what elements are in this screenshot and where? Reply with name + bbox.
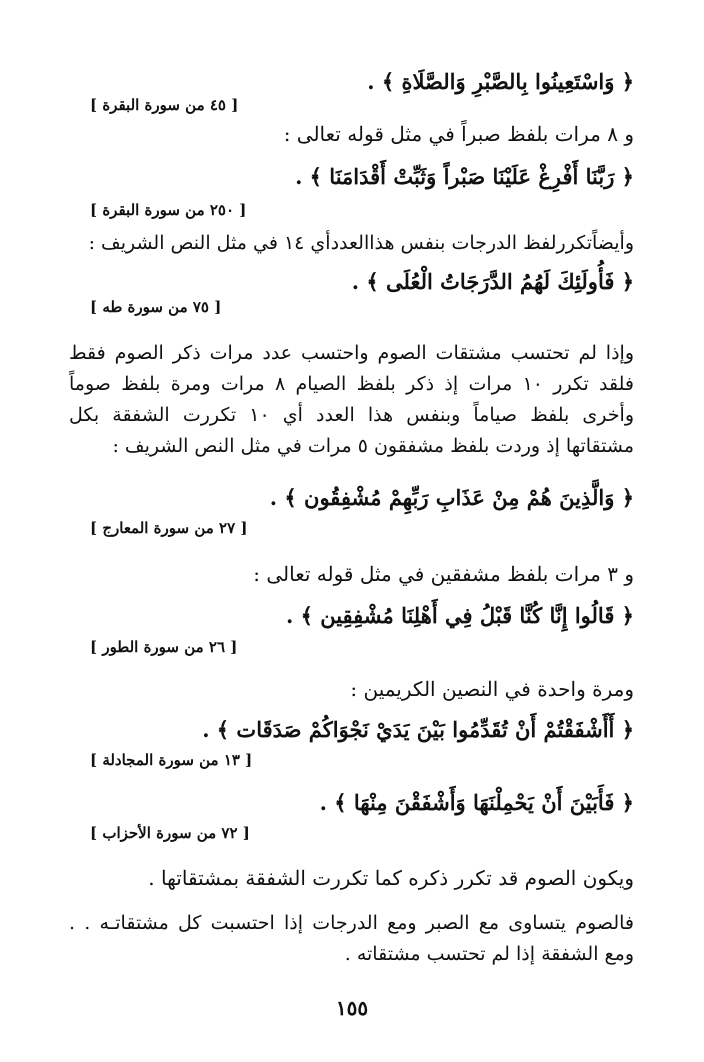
text-line-3: و ٣ مرات بلفظ مشفقين في مثل قوله تعالى : xyxy=(253,562,634,586)
quran-verse-4: ﴿ وَالَّذِينَ هُمْ مِنْ عَذَابِ رَبِّهِمْ مُشْفِقُون ﴾ . xyxy=(269,485,634,510)
paragraph-1: وإذا لم تحتسب مشتقات الصوم واحتسب عدد مرات ذكر الصوم فقط فلقد تكرر ١٠ مرات إذ ذكر بلفظ الصيام ٨ مرات ومرة بلفظ صوماً وأخرى بلفظ صياماً وبنفس هذا العدد أي ١٠ تكررت الشفقة بكل مشتقاتها إذ وردت بلفظ مشفقون ٥ مرات في مثل النص الشريف : xyxy=(69,342,634,457)
page-number: ١٥٥ xyxy=(335,996,369,1020)
quran-verse-1: ﴿ وَاسْتَعِينُوا بِالصَّبْرِ وَالصَّلَاةِ ﴾ . xyxy=(367,69,634,94)
verse-reference-6: [ ١٣ من سورة المجادلة ] xyxy=(90,751,253,769)
quran-verse-6: ﴿ أَأَشْفَقْتُمْ أَنْ تُقَدِّمُوا بَيْنَ يَدَيْ نَجْوَاكُمْ صَدَقَات ﴾ . xyxy=(202,717,634,742)
quran-verse-7: ﴿ فَأَبَيْنَ أَنْ يَحْمِلْنَهَا وَأَشْفَقْنَ مِنْهَا ﴾ . xyxy=(319,790,634,815)
quran-verse-3: ﴿ فَأُولَئِكَ لَهُمُ الدَّرَجَاتُ الْعُلَى ﴾ . xyxy=(351,269,634,294)
paragraph-2: فالصوم يتساوى مع الصبر ومع الدرجات إذا احتسبت كل مشتقاتـه . . ومع الشفقة إذا لم تحتسب مشتقاته . xyxy=(69,912,634,965)
verse-reference-7: [ ٧٢ من سورة الأحزاب ] xyxy=(90,824,250,842)
verse-reference-5: [ ٢٦ من سورة الطور ] xyxy=(90,638,238,656)
text-line-4: ومرة واحدة في النصين الكريمين : xyxy=(350,677,634,701)
verse-reference-4: [ ٢٧ من سورة المعارج ] xyxy=(90,519,248,537)
verse-reference-1: [ ٤٥ من سورة البقرة ] xyxy=(90,96,239,114)
verse-reference-3: [ ٧٥ من سورة طه ] xyxy=(90,298,222,316)
verse-reference-2: [ ٢٥٠ من سورة البقرة ] xyxy=(90,201,247,219)
quran-verse-5: ﴿ قَالُوا إِنَّا كُنَّا قَبْلُ فِي أَهْلِنَا مُشْفِقِين ﴾ . xyxy=(285,603,634,628)
text-line-1: و ٨ مرات بلفظ صبراً في مثل قوله تعالى : xyxy=(283,122,634,146)
text-line-5: ويكون الصوم قد تكرر ذكره كما تكررت الشفقة بمشتقاتها . xyxy=(148,866,634,890)
text-line-2: وأيضاًتكررلفظ الدرجات بنفس هذاالعددأي ١٤ في مثل النص الشريف : xyxy=(88,232,634,254)
quran-verse-2: ﴿ رَبَّنَا أَفْرِغْ عَلَيْنَا صَبْراً وَثَبِّتْ أَقْدَامَنَا ﴾ . xyxy=(295,164,634,189)
